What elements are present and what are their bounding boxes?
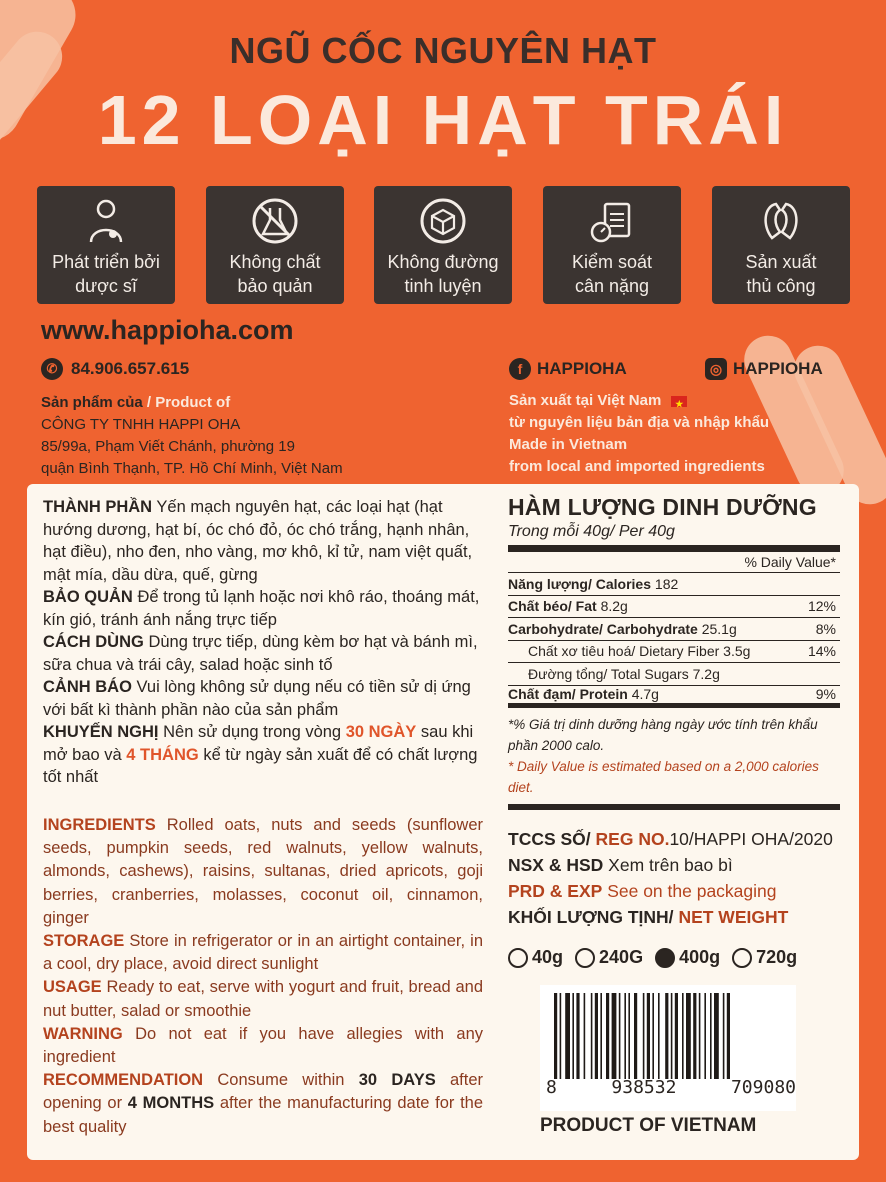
ingredients-text-vn: Yến mạch nguyên hạt, các loại hạt (hạt hướng dương, hạt bí, óc chó đỏ, óc chó trắng, hạnh nhân, hạt điều), nho đen, nho vàng, mơ khô, kỉ tử, nam việt quất, mật mía, dầu dừa, quế, gừng xyxy=(43,498,473,584)
badge-weight-control xyxy=(543,186,681,304)
origin-line: from local and imported ingredients xyxy=(509,458,765,475)
producer-info xyxy=(41,392,343,480)
reg-label-en: REG NO. xyxy=(595,829,670,849)
product-of-vietnam: PRODUCT OF VIETNAM xyxy=(540,1115,757,1136)
weight-label: 40g xyxy=(532,947,564,967)
badge-label: Không đường xyxy=(387,252,499,272)
facebook-icon: f xyxy=(509,358,531,380)
nutrition-row xyxy=(508,618,840,641)
nutrition-row xyxy=(508,596,840,619)
recommendation-text-vn: Nên sử dụng trong vòng xyxy=(163,723,342,741)
origin-line: Made in Vietnam xyxy=(509,436,628,453)
nutrition-facts xyxy=(508,494,840,810)
badge-no-refined-sugar xyxy=(374,186,512,304)
recommendation-heading-vn: KHUYẾN NGHỊ xyxy=(43,723,159,741)
net-weight-options xyxy=(508,947,797,968)
warning-text-vn: Vui lòng không sử dụng nếu có tiền sử dị ứng với bất kì thành phần nào của sản phẩm xyxy=(43,678,471,719)
badge-no-preservative xyxy=(206,186,344,304)
recommendation-text-en: after the manufacturing date for the best quality xyxy=(43,1094,484,1136)
net-weight-label-en: NET WEIGHT xyxy=(678,907,789,927)
phone-text: 84.906.657.615 xyxy=(71,359,190,378)
barcode-digit-group: 938532 xyxy=(611,1077,677,1098)
badges xyxy=(37,186,852,304)
facebook-handle: HAPPIOHA xyxy=(537,359,627,378)
handmade-icon xyxy=(756,196,806,246)
storage-text-vn: Để trong tủ lạnh hoặc nơi khô ráo, thoáng mát, kín gió, tránh ánh nắng trực tiếp xyxy=(43,588,480,629)
phone-icon: ✆ xyxy=(41,358,63,380)
nutrition-row xyxy=(508,573,840,596)
badge-label: Kiểm soát xyxy=(571,252,653,272)
nutrition-footnote xyxy=(508,714,840,810)
company-name: CÔNG TY TNHH HAPPI OHA xyxy=(41,416,241,433)
instagram-icon: ◎ xyxy=(705,358,727,380)
weight-option-240g[interactable] xyxy=(575,947,643,968)
radio-circle-icon xyxy=(732,948,752,968)
weight-option-40g[interactable] xyxy=(508,947,563,968)
storage-heading-vn: BẢO QUẢN xyxy=(43,588,133,606)
badge-label: Sản xuất xyxy=(745,252,817,272)
nutrient-label: Năng lượng/ Calories xyxy=(508,575,652,592)
recommendation-months-vn: 4 THÁNG xyxy=(126,745,199,764)
nsx-value: Xem trên bao bì xyxy=(608,855,733,875)
ingredients-heading-en: INGREDIENTS xyxy=(43,816,156,834)
reg-label: TCCS SỐ/ xyxy=(508,829,591,849)
warning-text-en: Do not eat if you have allegies with any ingredient xyxy=(43,1024,483,1067)
origin-info xyxy=(509,390,769,478)
weight-label: 240G xyxy=(599,947,644,967)
daily-value-header: % Daily Value* xyxy=(508,552,840,573)
badge-label: cân nặng xyxy=(574,276,650,296)
recommendation-months-en: 4 MONTHS xyxy=(127,1094,215,1113)
nutrient-label: Đường tổng/ Total Sugars xyxy=(528,665,689,682)
weight-option-400g[interactable] xyxy=(655,947,720,968)
origin-line: Sản xuất tại Việt Nam xyxy=(509,392,662,409)
product-title: 12 LOẠI HẠT TRÁI xyxy=(97,81,789,159)
nutrient-label: Chất xơ tiêu hoá/ Dietary Fiber xyxy=(528,643,720,660)
reg-number: 10/HAPPI OHA/2020 xyxy=(669,829,833,849)
nsx-label: NSX & HSD xyxy=(508,855,604,875)
radio-circle-icon xyxy=(575,948,595,968)
vietnam-flag-icon xyxy=(671,396,687,407)
barcode-digit-group: 709080 xyxy=(730,1077,796,1098)
usage-text-en: Ready to eat, serve with yogurt and fruit, bread and nut butter, salad or smoothie xyxy=(43,978,483,1020)
nutrient-dv: 12% xyxy=(807,598,836,615)
warning-heading-en: WARNING xyxy=(43,1024,123,1043)
product-of-en: / Product of xyxy=(146,394,231,411)
badge-handmade xyxy=(712,186,850,304)
storage-heading-en: STORAGE xyxy=(43,932,125,951)
website-link[interactable]: www.happioha.com xyxy=(41,315,294,345)
recommendation-text-vn: sau khi mở bao và xyxy=(43,723,474,764)
badge-label: Phát triển bởi xyxy=(52,252,160,272)
weight-control-icon xyxy=(587,196,637,246)
warning-heading-vn: CẢNH BÁO xyxy=(43,678,132,696)
net-weight-label: KHỐI LƯỢNG TỊNH/ xyxy=(508,907,674,927)
nutrient-value: 7.2g xyxy=(692,665,720,682)
footnote-vn: *% Giá trị dinh dưỡng hàng ngày ước tính trên khẩu phần 2000 calo. xyxy=(508,717,818,753)
storage-text-en: Store in refrigerator or in an airtight container, in a cool, dry place, avoid direct sunlight xyxy=(43,932,483,974)
recommendation-days-vn: 30 NGÀY xyxy=(345,723,417,741)
registration-info xyxy=(508,826,848,930)
badge-label: dược sĩ xyxy=(75,276,137,296)
barcode-bars-icon xyxy=(540,985,796,1085)
vietnamese-info xyxy=(43,496,487,789)
subtitle: NGŨ CỐC NGUYÊN HẠT xyxy=(229,30,657,71)
prd-label: PRD & EXP xyxy=(508,881,603,901)
barcode-number xyxy=(546,1077,796,1098)
phone-number[interactable] xyxy=(41,358,189,380)
serving-size: Trong mỗi 40g/ Per 40g xyxy=(508,523,840,552)
nutrient-dv: 8% xyxy=(815,620,836,637)
nutrient-dv: 14% xyxy=(807,643,836,660)
badge-label: tinh luyện xyxy=(404,276,482,296)
recommendation-text-en: Consume within xyxy=(217,1071,345,1090)
badge-label: Không chất xyxy=(229,252,321,272)
badge-label: thủ công xyxy=(746,276,816,296)
instagram-link[interactable] xyxy=(705,358,823,380)
ingredients-text-en: Rolled oats, nuts and seeds (sunflower seeds, pumpkin seeds, red walnuts, yellow walnuts, almonds, cashews), raisins, sultanas, dried apricots, goji berries, cranberries, molasses, coconut oil, cinnamon, ginger xyxy=(43,816,484,927)
nutrient-label: Chất béo/ Fat xyxy=(508,598,597,615)
facebook-link[interactable] xyxy=(509,358,627,380)
nutrient-value: 182 xyxy=(654,575,679,592)
badge-label: bảo quản xyxy=(237,276,313,296)
weight-label: 720g xyxy=(756,947,798,967)
nutrition-row xyxy=(508,663,840,686)
footnote-en: * Daily Value is estimated based on a 2,000 calories diet. xyxy=(508,759,819,795)
nutrition-row xyxy=(508,686,840,709)
weight-option-720g[interactable] xyxy=(732,947,797,968)
recommendation-text-vn: kể từ ngày sản xuất để có chất lượng tốt nhất xyxy=(43,745,478,786)
recommendation-text-en: after opening or xyxy=(43,1071,484,1113)
nutrient-label: Chất đạm/ Protein xyxy=(508,686,628,703)
weight-label: 400g xyxy=(679,947,721,967)
radio-filled-icon xyxy=(655,948,675,968)
usage-heading-en: USAGE xyxy=(43,978,102,997)
usage-text-vn: Dùng trực tiếp, dùng kèm bơ hạt và bánh mì, sữa chua và trái cây, salad hoặc sinh tố xyxy=(43,633,478,674)
nutrition-heading: HÀM LƯỢNG DINH DƯỠNG xyxy=(508,494,817,520)
nutrient-dv: 9% xyxy=(815,686,836,703)
address-line: quận Bình Thạnh, TP. Hồ Chí Minh, Việt Nam xyxy=(41,460,343,477)
instagram-handle: HAPPIOHA xyxy=(733,359,823,378)
barcode-digit-group: 8 xyxy=(546,1077,557,1098)
no-preservative-icon xyxy=(250,196,300,246)
nutrient-value: 8.2g xyxy=(600,598,628,615)
ingredients-heading-vn: THÀNH PHẦN xyxy=(43,498,153,516)
nutrient-value: 25.1g xyxy=(701,620,737,637)
usage-heading-vn: CÁCH DÙNG xyxy=(43,633,144,651)
product-of-vn: Sản phẩm của xyxy=(41,394,143,411)
recommendation-heading-en: RECOMMENDATION xyxy=(43,1071,204,1090)
no-refined-sugar-icon xyxy=(418,196,468,246)
address-line: 85/99a, Phạm Viết Chánh, phường 19 xyxy=(41,438,295,455)
radio-circle-icon xyxy=(508,948,528,968)
recommendation-days-en: 30 DAYS xyxy=(358,1071,436,1090)
pharmacist-icon xyxy=(81,196,131,246)
origin-line: từ nguyên liệu bản địa và nhập khẩu xyxy=(509,414,770,431)
nutrient-value: 4.7g xyxy=(631,686,659,703)
badge-pharmacist xyxy=(37,186,175,304)
nutrition-row xyxy=(508,641,840,664)
nutrient-label: Carbohydrate/ Carbohydrate xyxy=(508,620,698,637)
prd-value: See on the packaging xyxy=(607,881,777,901)
english-info xyxy=(43,814,483,1139)
nutrient-value: 3.5g xyxy=(723,643,751,660)
